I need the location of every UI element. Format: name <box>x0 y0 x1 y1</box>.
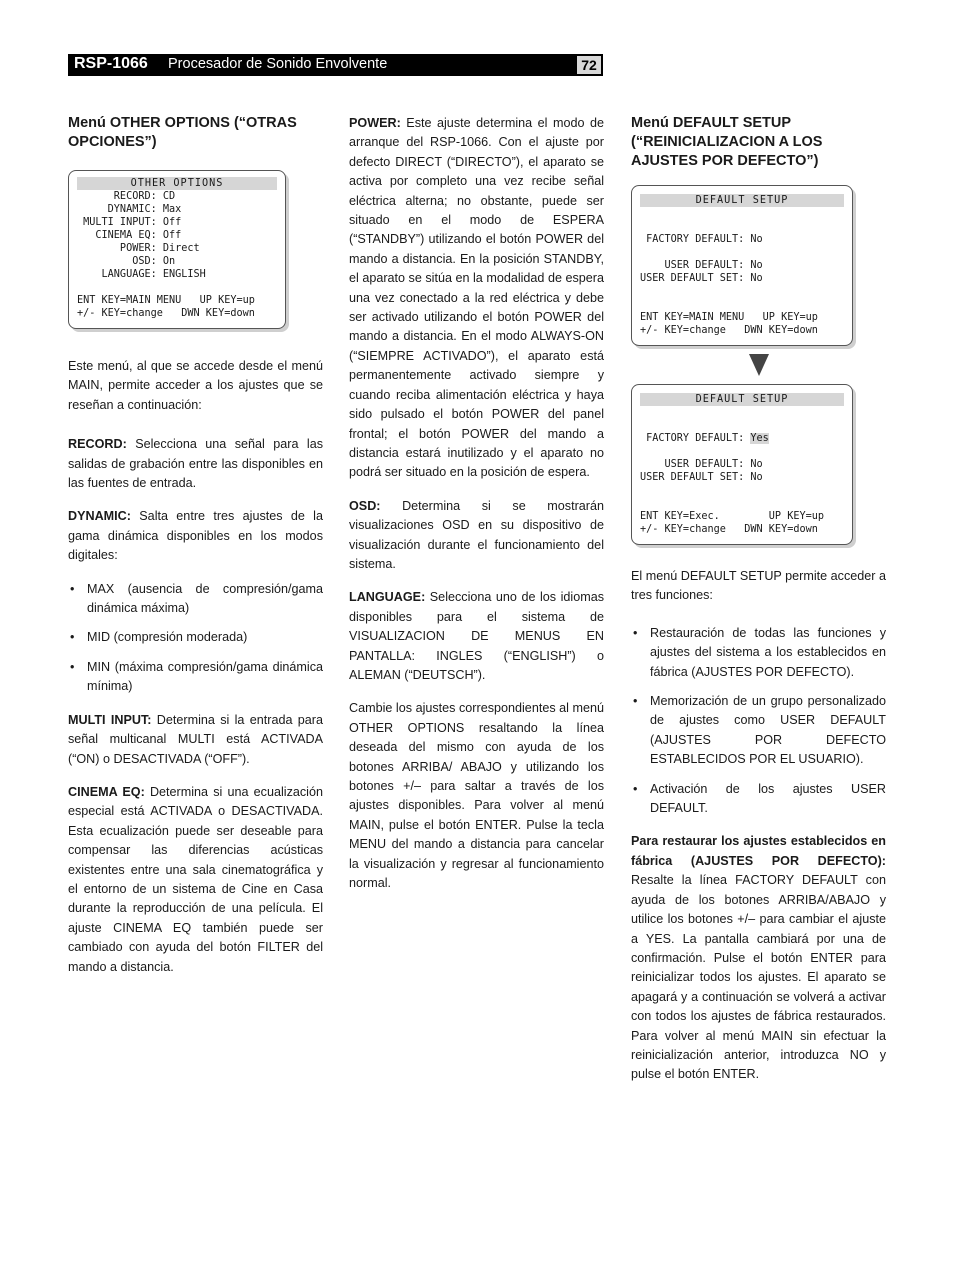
osd-footer: ENT KEY=MAIN MENU UP KEY=up +/- KEY=change DWN KEY=down <box>77 295 255 319</box>
power-text: Este ajuste determina el modo de arranque del RSP-1066. Con el ajuste por defecto DIRECT (“DIRECTO”), el aparato se activa por completo una vez recibe señal eléctrica alterna; no obstante, puede ser situado en el modo de ESPERA (“STANDBY”) utilizando el botón POWER del mando a distancia. En la posición STANDBY, el aparato se sitúa en la modalidad de espera una vez conectado a la red eléctrica y debe ser activado utilizando el botón POWER del mando a distancia. En el modo ALWAYS-ON (“SIEMPRE ACTIVADO”), el aparato está permanentemente activado siempre y cuando reciba alimentación eléctrica y haya sido pulsado el botón POWER del panel frontal; el botón POWER del mando a distancia estará inutilizado y el aparato no podrá ser situado en la posición de espera. <box>349 116 604 480</box>
record-paragraph <box>68 435 323 493</box>
osd-other-options <box>68 170 286 329</box>
column-1 <box>68 114 323 991</box>
factory-default-label: FACTORY DEFAULT: <box>640 433 751 444</box>
cinema-eq-text: Determina si una ecualización especial está ACTIVADA o DESACTIVADA. Esta ecualización puede ser deseable para compensar las diferencias acústicas existentes entre una sala cinematográfica y el entorno de un sistema de Cine en Casa durante la reproducción de una película. El ajuste CINEMA EQ también puede ser cambiado con ayuda del botón FILTER del mando a distancia. <box>68 784 323 974</box>
osd-footer: ENT KEY=MAIN MENU UP KEY=up +/- KEY=change DWN KEY=down <box>640 312 818 336</box>
page-header <box>68 54 603 76</box>
multi-input-text: Determina si la entrada para señal multicanal MULTI está ACTIVADA (“ON) o DESACTIVADA (“OFF”). <box>68 712 323 766</box>
list-item: • Restauración de todas las funciones y ajustes del sistema a los establecidos en fábrica (AJUSTES POR DEFECTO). <box>631 624 886 682</box>
factory-default-value: No <box>750 234 763 245</box>
list-item: • Activación de los ajustes USER DEFAULT. <box>631 780 886 819</box>
osd-default-setup-2 <box>631 384 853 545</box>
multi-input-paragraph <box>68 711 323 769</box>
list-item: • MAX (ausencia de compresión/gama dinámica máxima) <box>68 580 323 619</box>
osd-lines: USER DEFAULT: No USER DEFAULT SET: No <box>640 260 763 284</box>
restore-text: Resalte la línea FACTORY DEFAULT con ayuda de los botones ARRIBA/ABAJO y utilice los botones +/– para cambiar el ajuste a YES. La pantalla cambiará por una de confirmación. Pulse el botón ENTER para reinicializar todos los ajustes. El aparato se apagará y a continuación se volverá a activar con todos los ajustes de fábrica restaurados. Para volver al menú MAIN sin efectuar la reinicialización anterior, introduzca NO y pulse el botón ENTER. <box>631 873 886 1082</box>
default-intro-paragraph: El menú DEFAULT SETUP permite acceder a tres funciones: <box>631 569 886 603</box>
list-item: • MIN (máxima compresión/gama dinámica mínima) <box>68 658 323 697</box>
section-heading-other-options: Menú OTHER OPTIONS (“OTRAS OPCIONES”) <box>68 115 297 150</box>
osd-default-setup-1 <box>631 185 853 346</box>
arrow-down-icon <box>749 354 769 376</box>
restore-label: Para restaurar los ajustes establecidos en fábrica (AJUSTES POR DEFECTO): <box>631 834 886 868</box>
osd-title: DEFAULT SETUP <box>640 194 844 207</box>
osd-text: Determina si se mostrarán visualizaciones OSD en su dispositivo de visualización durante el funcionamiento del sistema. <box>349 498 604 571</box>
column-2 <box>349 114 604 907</box>
osd-title: OTHER OPTIONS <box>77 177 277 190</box>
dynamic-label: DYNAMIC: <box>68 509 131 524</box>
osd-lines: USER DEFAULT: No USER DEFAULT SET: No <box>640 459 763 483</box>
closing-paragraph: Cambie los ajustes correspondientes al menú OTHER OPTIONS resaltando la línea deseada del mismo con ayuda de los botones ARRIBA/ ABAJO y utilizando los botones +/– para saltar a través de los ajustes disponibles. Para volver al menú MAIN, pulse el botón ENTER. Pulse la tecla MENU del mando a distancia para cancelar la visualización y regresar al funcionamiento normal. <box>349 701 604 891</box>
column-3 <box>631 114 886 1099</box>
restore-paragraph <box>631 832 886 1084</box>
dynamic-paragraph <box>68 507 323 565</box>
record-label: RECORD: <box>68 437 127 452</box>
cinema-eq-paragraph <box>68 783 323 977</box>
osd-title: DEFAULT SETUP <box>640 393 844 406</box>
default-functions-list <box>631 624 886 819</box>
multi-input-label: MULTI INPUT: <box>68 712 152 727</box>
list-item: • Memorización de un grupo personalizado de ajustes como USER DEFAULT (AJUSTES POR DEFECTO ESTABLECIDOS POR EL USUARIO). <box>631 692 886 770</box>
page-number: 72 <box>577 56 601 74</box>
language-text: Selecciona uno de los idiomas disponibles para el sistema de VISUALIZACION DE MENUS EN PANTALLA: INGLES (“ENGLISH”) o ALEMAN (“DEUTSCH”). <box>349 590 604 682</box>
dynamic-list <box>68 580 323 697</box>
factory-default-value: Yes <box>750 433 769 444</box>
osd-paragraph <box>349 497 604 575</box>
osd-lines: RECORD: CD DYNAMIC: Max MULTI INPUT: Off CINEMA EQ: Off POWER: Direct OSD: On LANGUAGE: ENGLISH <box>83 191 206 280</box>
record-text: Selecciona una señal para las salidas de grabación entre las disponibles en las fuentes de entrada. <box>68 437 323 491</box>
factory-default-label: FACTORY DEFAULT: <box>640 234 751 245</box>
osd-label: OSD: <box>349 498 381 513</box>
osd-footer: ENT KEY=Exec. UP KEY=up +/- KEY=change DWN KEY=down <box>640 511 825 535</box>
power-label: POWER: <box>349 116 401 130</box>
intro-paragraph: Este menú, al que se accede desde el menú MAIN, permite acceder a los ajustes que se reseñan a continuación: <box>68 359 323 412</box>
section-heading-default-setup: Menú DEFAULT SETUP (“REINICIALIZACION A LOS AJUSTES POR DEFECTO”) <box>631 115 823 169</box>
header-title: Procesador de Sonido Envolvente <box>168 56 388 72</box>
power-paragraph <box>349 114 604 483</box>
cinema-eq-label: CINEMA EQ: <box>68 784 145 799</box>
language-label: LANGUAGE: <box>349 590 426 605</box>
language-paragraph <box>349 588 604 685</box>
model-name: RSP-1066 <box>74 55 148 72</box>
list-item: • MID (compresión moderada) <box>68 628 323 647</box>
dynamic-text: Salta entre tres ajustes de la gama dinámica disponibles en los modos digitales: <box>68 509 323 563</box>
